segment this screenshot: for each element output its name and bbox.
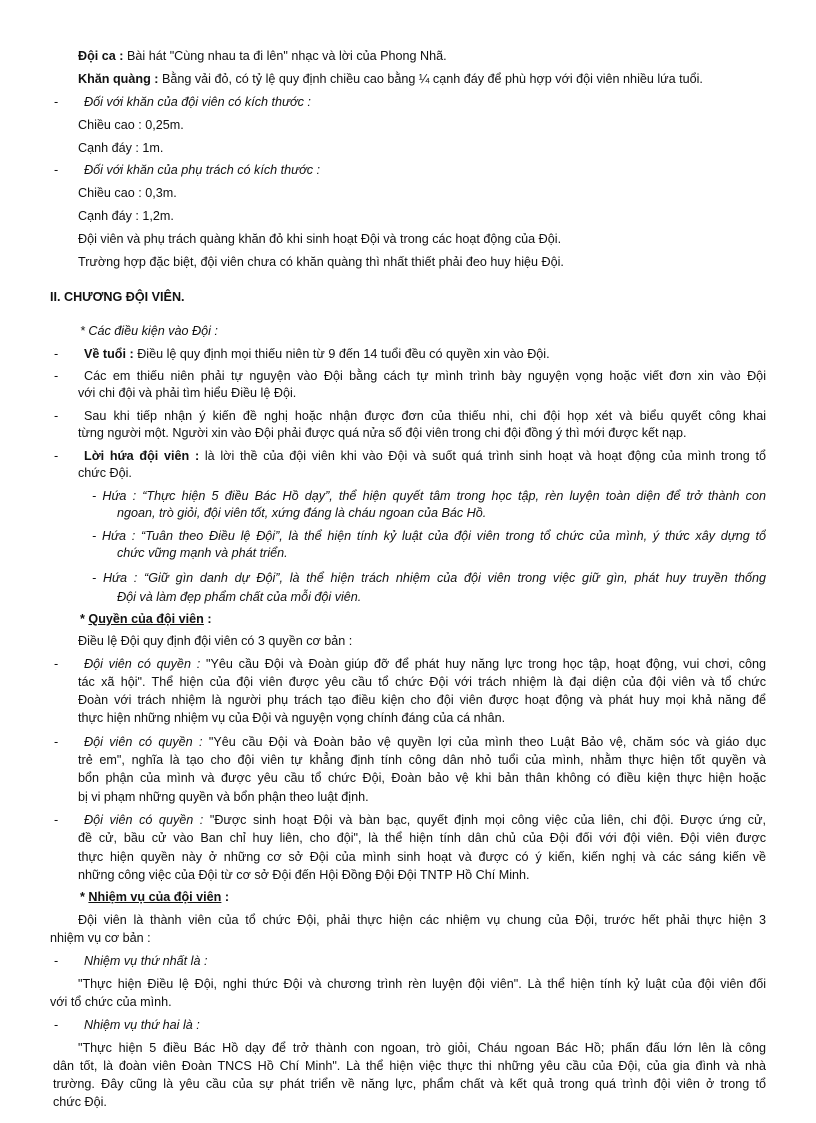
text-run: thực hiện quyền này ở những cơ sở Đội của mình sinh hoạt và được có ý kiến, kiến nghị và các sáng kiến về (78, 850, 766, 864)
text-line (84, 408, 766, 424)
text-run: trẻ em", nghĩa là tạo cho đội viên tự khẳng định tính công dân nhỏ tuổi của mình, nhằm thực hiện tốt quyền và (78, 753, 766, 767)
text-line (78, 425, 687, 441)
text-run: Đội viên là thành viên của tổ chức Đội, phải thực hiện các nhiệm vụ chung của Đội, trước hết phải thực hiện 3 (78, 913, 766, 927)
text-line (50, 289, 185, 305)
text-line (78, 674, 766, 690)
text-line (80, 611, 212, 627)
text-line (84, 953, 207, 969)
text-line (80, 889, 229, 905)
text-run: Điều lệ quy định mọi thiếu niên từ 9 đến 14 tuổi đều có quyền xin vào Đội. (137, 347, 550, 361)
text-line (84, 94, 311, 110)
bullet-dash: - (54, 813, 59, 827)
text-run: chức Đội. (78, 466, 132, 480)
text-run: Đội viên có quyền : (84, 735, 209, 749)
text-line (50, 930, 151, 946)
text-run: bị vi phạm những quyền và bổn phận theo luật định. (78, 790, 369, 804)
text-line (78, 231, 561, 247)
text-line (92, 488, 766, 504)
text-run: Lời hứa đội viên : (84, 449, 205, 463)
text-line (53, 1076, 766, 1092)
text-run: "Yêu cầu Đội và Đoàn giúp đỡ để phát huy năng lực trong học tập, hoạt động, vui chơi, công (206, 657, 766, 671)
text-run: Cạnh đáy : 1m. (78, 141, 164, 155)
text-line (78, 385, 296, 401)
text-line (50, 994, 172, 1010)
text-line (78, 465, 132, 481)
text-run: * (80, 890, 89, 904)
text-run: Bài hát "Cùng nhau ta đi lên" nhạc và lời của Phong Nhã. (127, 49, 447, 63)
text-run: Nhiệm vụ thứ hai là : (84, 1018, 200, 1032)
text-run: ngoan, trò giỏi, đội viên tốt, xứng đáng là cháu ngoan của Bác Hồ. (117, 506, 487, 520)
text-run: chức Đội. (53, 1095, 107, 1109)
bullet-dash: - (54, 163, 59, 177)
text-line (117, 545, 288, 561)
text-run: Đoàn với trách nhiệm là người phụ trách tạo điều kiện cho đội viên được hoạt động và phát huy mọi khả năng để (78, 693, 766, 707)
text-line (78, 71, 703, 87)
text-line (78, 752, 766, 768)
bullet-dash: - (54, 95, 59, 109)
text-run: II. CHƯƠNG ĐỘI VIÊN. (50, 290, 185, 304)
text-line (78, 692, 766, 708)
text-run: là lời thề của đội viên khi vào Đội và suốt quá trình sinh hoạt và hoạt động của mình trong tổ (204, 449, 766, 463)
text-run: "Thực hiện Điều lệ Đội, nghi thức Đội và chương trình rèn luyện đội viên". Là thể hiện tính kỷ luật của đội viên đối (78, 977, 766, 991)
text-line (78, 208, 174, 224)
text-run: những công việc của Đội từ cơ sở Đội đến Hội Đồng Đội Đội TNTP Hồ Chí Minh. (78, 868, 530, 882)
text-run: - Hứa : “Tuân theo Điều lệ Đội”, là thể hiện tính kỷ luật của đội viên trong tổ chức của mình, ý thức xây dựng tổ (92, 529, 766, 543)
text-run: Đội viên có quyền : (84, 813, 210, 827)
text-run: Chiều cao : 0,25m. (78, 118, 184, 132)
bullet-dash: - (54, 347, 59, 361)
text-run: Đội viên có quyền : (84, 657, 206, 671)
text-run: dân tốt, là đoàn viên Đoàn TNCS Hồ Chí Minh". Là thể hiện việc thực thi những yêu cầu của Đội, của gia đình và nhà (53, 1059, 766, 1073)
text-line (92, 528, 766, 544)
text-line (53, 1094, 107, 1110)
bullet-dash: - (54, 449, 59, 463)
text-run: * (80, 612, 89, 626)
text-line (117, 589, 361, 605)
text-line (78, 1040, 766, 1056)
text-line (78, 830, 766, 846)
text-run: - Hứa : “Thực hiện 5 điều Bác Hồ dạy”, thể hiện quyết tâm trong học tập, rèn luyện toàn diện để trở thành con (92, 489, 766, 503)
text-run: - Hứa : “Giữ gìn danh dự Đội”, là thể hiện trách nhiệm của đội viên trong việc giữ gìn, phát huy truyền thống (92, 571, 766, 585)
text-line (84, 368, 766, 384)
text-line (84, 656, 766, 672)
text-run: Khăn quàng : (78, 72, 162, 86)
text-line (78, 633, 352, 649)
text-run: Về tuổi : (84, 347, 138, 361)
text-run: từng người một. Người xin vào Đội phải được quá nửa số đội viên trong chi đội đồng ý thì mới được kết nạp. (78, 426, 687, 440)
text-line (80, 323, 218, 339)
text-run: nhiệm vụ cơ bản : (50, 931, 151, 945)
text-run: Cạnh đáy : 1,2m. (78, 209, 174, 223)
text-run: Đội và làm đẹp phẩm chất của mỗi đội viên. (117, 590, 362, 604)
text-line (84, 162, 320, 178)
text-line (78, 849, 766, 865)
text-run: Đối với khăn của đội viên có kích thước : (84, 95, 311, 109)
text-run: "Yêu cầu Đội và Đoàn bảo vệ quyền lợi của mình theo Luật Bảo vệ, chăm sóc và giáo dục (208, 735, 766, 749)
text-run: với tổ chức của mình. (50, 995, 172, 1009)
text-line (84, 448, 766, 464)
text-run: tác xã hội". Thể hiện của đội viên được yêu cầu tổ chức Đội với trách nhiệm là đại diện của đội viên và tổ chức (78, 675, 766, 689)
text-line (78, 185, 177, 201)
text-run: "Thực hiện 5 điều Bác Hồ dạy để trở thành con ngoan, trò giỏi, Cháu ngoan Bác Hồ; phấn đấu lớn lên là công (78, 1041, 766, 1055)
text-run: * Các điều kiện vào Đội : (80, 324, 218, 338)
text-run: bổn phận của mình và được yêu cầu tổ chức Đội, Đoàn bảo vệ khi bản thân không có điều kiện thực hiện hoặc (78, 771, 766, 785)
bullet-dash: - (54, 954, 59, 968)
text-run: Đội ca : (78, 49, 127, 63)
bullet-dash: - (54, 735, 59, 749)
text-line (78, 770, 766, 786)
text-run: Chiều cao : 0,3m. (78, 186, 177, 200)
text-line (84, 812, 766, 828)
text-run: "Được sinh hoạt Đội và bàn bạc, quyết định mọi công việc của liên, chi đội. Được ứng cử, (209, 813, 766, 827)
text-line (78, 117, 184, 133)
text-run: Điều lệ Đội quy định đội viên có 3 quyền cơ bản : (78, 634, 353, 648)
text-run: Các em thiếu niên phải tự nguyện vào Đội bằng cách tự mình trình bày nguyện vọng hoặc viết đơn xin vào Đội (84, 369, 766, 383)
text-line (78, 254, 564, 270)
text-line (78, 976, 766, 992)
text-run: thực hiện những nhiệm vụ của Đội và nguyện vọng chính đáng của cá nhân. (78, 711, 506, 725)
text-run: Đối với khăn của phụ trách có kích thước : (84, 163, 321, 177)
text-line (84, 346, 550, 362)
text-line (84, 734, 766, 750)
bullet-dash: - (54, 369, 59, 383)
text-run: : (203, 612, 212, 626)
text-line (78, 710, 505, 726)
bullet-dash: - (54, 409, 59, 423)
text-run: với chi đội và phải tìm hiểu Điều lệ Đội. (78, 386, 297, 400)
text-run: Bằng vải đỏ, có tỷ lệ quy định chiều cao bằng ¼ cạnh đáy để phù hợp với đội viên nhiều lứa tuổi. (161, 72, 703, 86)
text-line (78, 867, 530, 883)
text-line (78, 48, 447, 64)
text-line (92, 570, 766, 586)
text-run: chức vững mạnh và phát triển. (117, 546, 288, 560)
text-run: trường. Đây cũng là yêu cầu của sự phát triển về năng lực, phẩm chất và kết quả trong quá trình đội viên ở trong tổ (53, 1077, 766, 1091)
text-line (84, 1017, 200, 1033)
bullet-dash: - (54, 1018, 59, 1032)
text-line (117, 505, 486, 521)
text-run: Quyền của đội viên (88, 612, 204, 626)
text-run: đề cử, bầu cử vào Ban chỉ huy liên, cho đội", là thể hiện tính dân chủ của Đội đối với đội viên. Đội viên được (78, 831, 766, 845)
text-line (78, 789, 369, 805)
text-run: Nhiệm vụ của đội viên (88, 890, 222, 904)
text-run: Trường hợp đặc biệt, đội viên chưa có khăn quàng thì nhất thiết phải đeo huy hiệu Đội. (78, 255, 564, 269)
text-run: Sau khi tiếp nhận ý kiến đề nghị hoặc nhận được đơn của thiếu nhi, chi đội họp xét và biểu quyết công khai (84, 409, 766, 423)
text-line (78, 912, 766, 928)
text-line (78, 140, 163, 156)
text-line (53, 1058, 766, 1074)
text-run: Nhiệm vụ thứ nhất là : (84, 954, 208, 968)
text-run: : (221, 890, 230, 904)
bullet-dash: - (54, 657, 59, 671)
text-run: Đội viên và phụ trách quàng khăn đỏ khi sinh hoạt Đội và trong các hoạt động của Đội. (78, 232, 562, 246)
